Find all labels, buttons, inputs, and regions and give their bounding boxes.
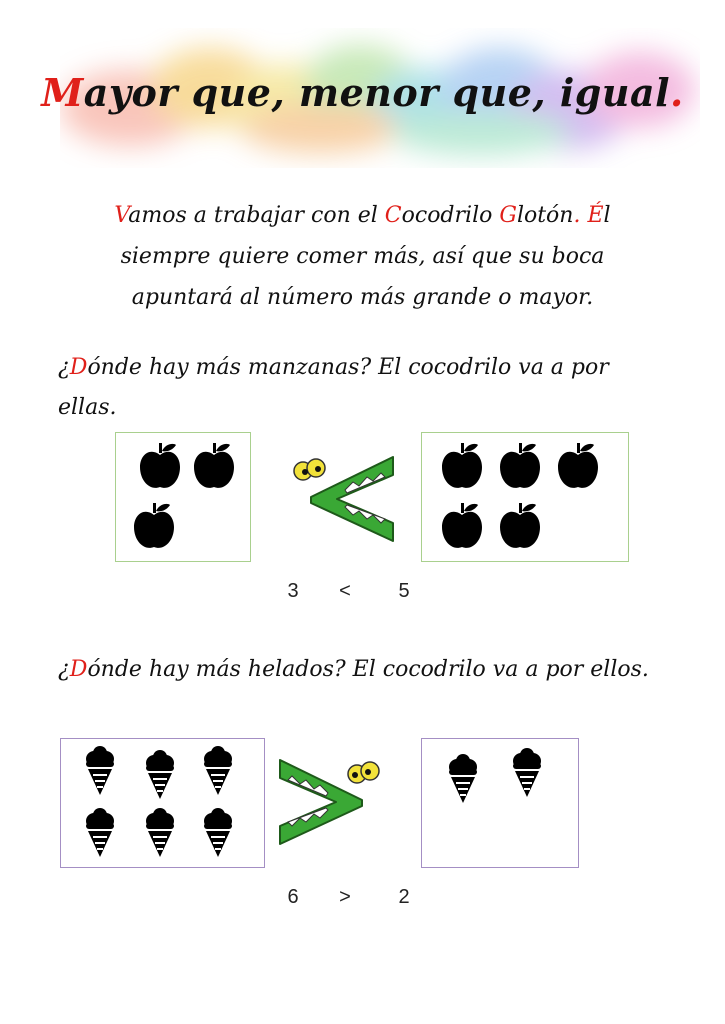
apple-group-right: [422, 433, 628, 561]
apple-icon: [140, 443, 180, 488]
page-title: [0, 70, 725, 115]
apples-box-right: [421, 432, 629, 562]
crocodile-greater-than: [277, 758, 392, 846]
question-ice-creams: [58, 650, 658, 690]
ice-cream-icon: [204, 808, 232, 857]
apple-group-left: [116, 433, 250, 561]
apple-icon: [194, 443, 234, 488]
intro-line-2: siempre quiere comer más, así que su boca: [120, 244, 605, 269]
crocodile-less-than: [281, 455, 396, 543]
ice-cream-icon: [86, 808, 114, 857]
intro-text-b: ocodrilo: [401, 203, 500, 228]
apple-icon: [500, 503, 540, 548]
ice-creams-box-right: [421, 738, 579, 868]
apple-icon: [558, 443, 598, 488]
question-mark: ¿: [58, 355, 70, 380]
intro-cap-c: C: [384, 203, 402, 228]
ice-cream-icon: [146, 808, 174, 857]
ice-cream-icon: [146, 750, 174, 799]
question-initial: D: [69, 657, 88, 682]
apple-icon: [442, 443, 482, 488]
title-text: ayor que, menor que, igual: [83, 70, 671, 115]
comparison-left-value: 3: [287, 580, 299, 602]
question-text: ónde hay más helados? El cocodrilo va a por ellos.: [87, 657, 649, 682]
comparison-symbol: <: [339, 580, 351, 602]
ice-cream-icon: [449, 754, 477, 803]
ice-cream-icon: [204, 746, 232, 795]
question-mark: ¿: [58, 657, 70, 682]
ice-creams-box-left: [60, 738, 265, 868]
intro-text-a: amos a trabajar con el: [128, 203, 385, 228]
intro-paragraph: [70, 195, 655, 318]
apples-box-left: [115, 432, 251, 562]
question-apples: [58, 348, 658, 428]
apple-icon: [134, 503, 174, 548]
intro-dot: .: [573, 203, 588, 228]
intro-cap-v: V: [114, 203, 129, 228]
ice-cream-group-right: [422, 739, 578, 867]
comparison-right-value: 5: [398, 580, 410, 602]
apple-icon: [500, 443, 540, 488]
title-dot: .: [670, 70, 684, 115]
intro-cap-g: G: [499, 203, 517, 228]
ice-cream-icon: [513, 748, 541, 797]
ice-cream-icon: [86, 746, 114, 795]
title-initial: M: [41, 70, 84, 115]
apple-icon: [442, 503, 482, 548]
intro-text-c: lotón: [516, 203, 574, 228]
ice-cream-group-left: [61, 739, 264, 867]
intro-cap-e: É: [587, 203, 604, 228]
intro-line-3: apuntará al número más grande o mayor.: [131, 285, 594, 310]
comparison-symbol: >: [339, 886, 351, 908]
comparison-left-value: 6: [287, 886, 299, 908]
comparison-right-value: 2: [398, 886, 410, 908]
intro-line-1: [70, 195, 655, 236]
question-initial: D: [69, 355, 88, 380]
question-text: ónde hay más manzanas? El cocodrilo va a por ellas.: [58, 355, 609, 420]
intro-text-d: l: [603, 203, 611, 228]
